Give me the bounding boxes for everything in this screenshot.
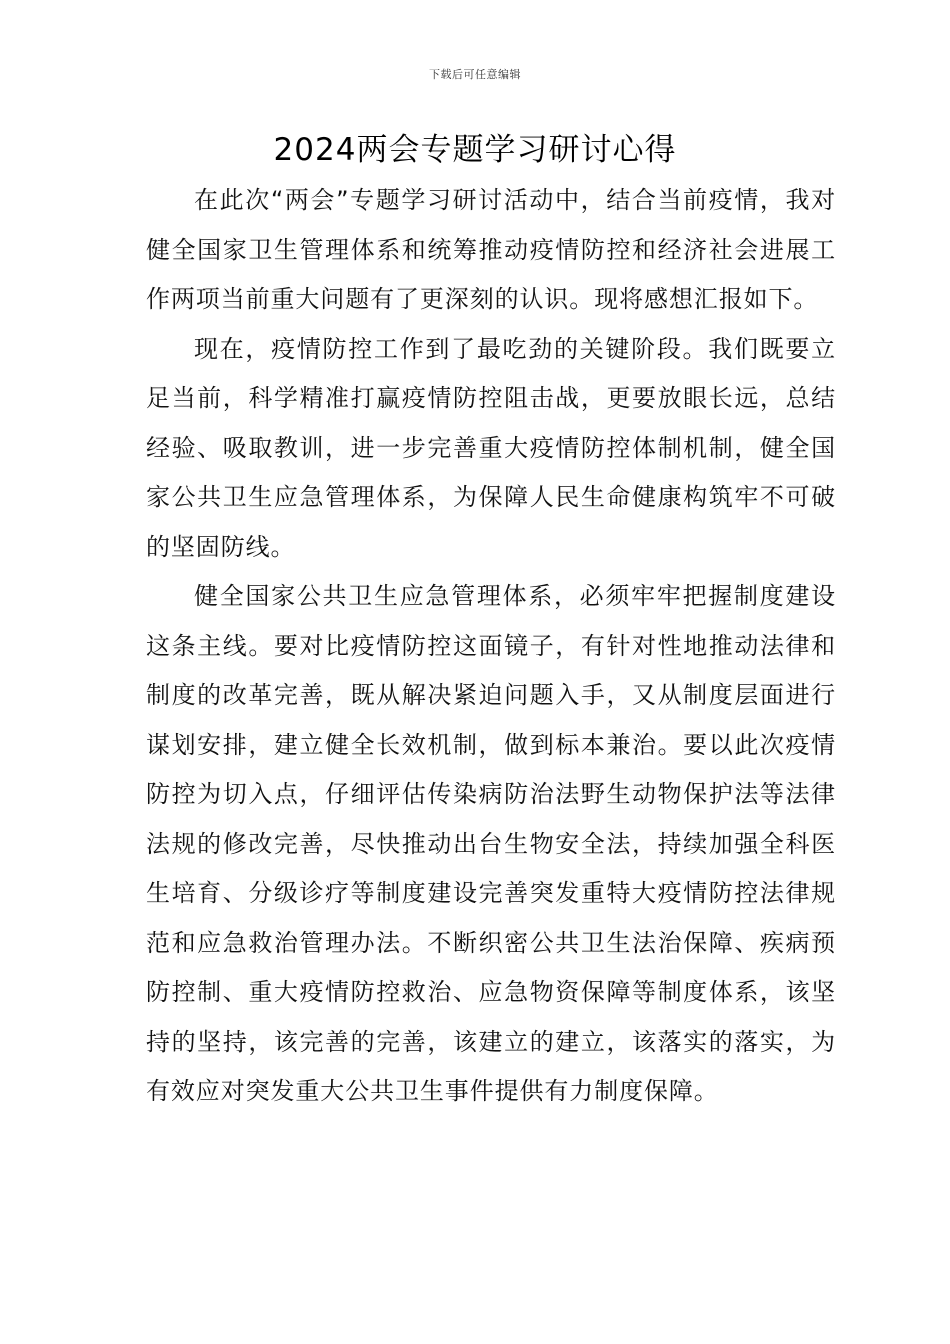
paragraph: 现在，疫情防控工作到了最吃劲的关键阶段。我们既要立足当前，科学精准打赢疫情防控阻击战，更要放眼长远，总结经验、吸取教训，进一步完善重大疫情防控体制机制，健全国家公共卫生应急管理体系，为保障人民生命健康构筑牢不可破的坚固防线。 — [146, 334, 836, 561]
paragraph: 在此次“两会”专题学习研讨活动中，结合当前疫情，我对健全国家卫生管理体系和统筹推动疫情防控和经济社会进展工作两项当前重大问题有了更深刻的认识。现将感想汇报如下。 — [146, 186, 836, 313]
paragraph: 健全国家公共卫生应急管理体系，必须牢牢把握制度建设这条主线。要对比疫情防控这面镜子，有针对性地推动法律和制度的改革完善，既从解决紧迫问题入手，又从制度层面进行谋划安排，建立健全长效机制，做到标本兼治。要以此次疫情防控为切入点，仔细评估传染病防治法野生动物保护法等法律法规的修改完善，尽快推动出台生物安全法，持续加强全科医生培育、分级诊疗等制度建设完善突发重特大疫情防控法律规范和应急救治管理办法。不断织密公共卫生法治保障、疾病预防控制、重大疫情防控救治、应急物资保障等制度体系，该坚持的坚持，该完善的完善，该建立的建立，该落实的落实，为有效应对突发重大公共卫生事件提供有力制度保障。 — [146, 582, 836, 1105]
document-body — [146, 176, 836, 1117]
header-note: 下载后可任意编辑 — [429, 68, 521, 81]
document-title: 2024两会专题学习研讨心得 — [273, 132, 677, 168]
